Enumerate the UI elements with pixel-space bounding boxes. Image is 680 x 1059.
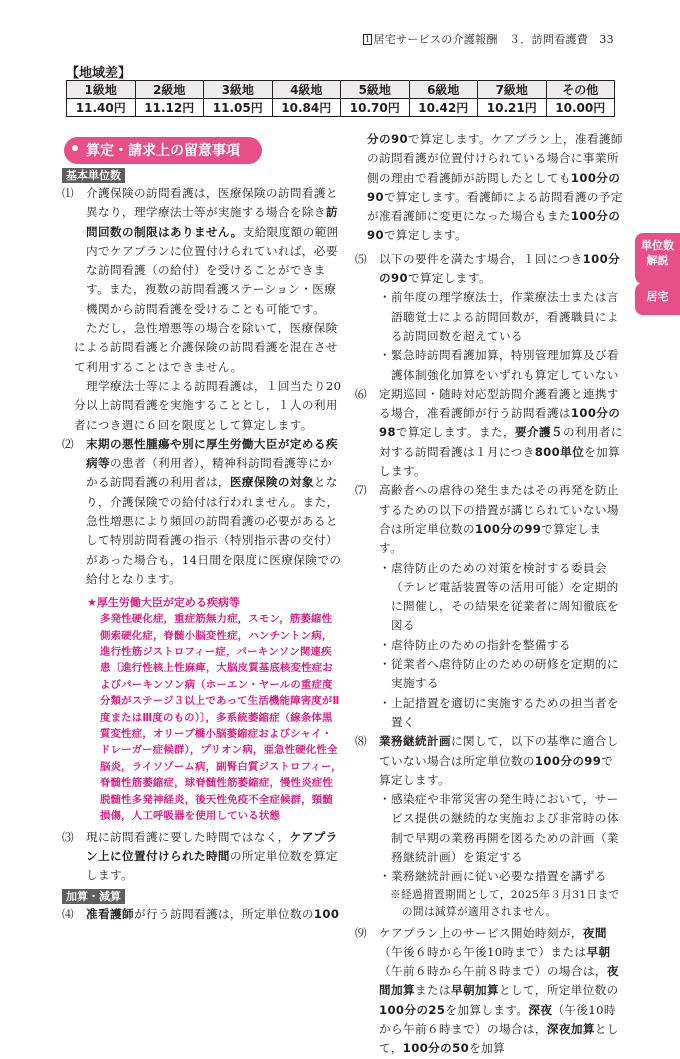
text: 高齢者への虐待の発生またはその再発を防止するための以下の措置が講じられていない場合は所定単位数の <box>379 483 619 536</box>
bold-text: 100分の99 <box>534 753 602 768</box>
bold-text: 100 <box>313 907 340 922</box>
region-difference-table <box>66 80 615 117</box>
side-tab-unit-explanation[interactable] <box>635 233 680 284</box>
paragraph-4-continued <box>355 130 623 246</box>
section-banner: 算定・請求上の留意事項 <box>64 137 262 164</box>
bold-text: 末期の悪性腫瘍や別に厚生労働大臣が定める疾病等 <box>86 436 338 471</box>
running-header-text: 居宅サービスの介護報酬 ３．訪問看護費 33 <box>373 33 614 46</box>
text: （午後６時から午後10時まで）または <box>379 944 587 959</box>
paragraph-1-note: ただし，急性増悪等の場合を除いて，医療保険による訪問看護と介護保険の訪問看護を混在させて利用することはできません。 <box>74 321 338 374</box>
text: 介護保険の訪問看護は，医療保険の訪問看護と異なり，理学療法士等が実施する場合を除き <box>86 186 338 220</box>
bold-text: 要介護５ <box>514 425 563 440</box>
item-number: ⑹ <box>355 386 367 401</box>
text: ケアプラン上のサービス開始時刻が， <box>379 925 583 940</box>
item-number: ⑵ <box>62 436 74 451</box>
paragraph-7-bullet: ・上記措置を適切に実施するための担当者を置く <box>379 695 619 729</box>
text: で算定します。 <box>379 521 602 556</box>
add-reduce-tag: 加算・減算 <box>62 889 125 904</box>
text: の所定単位数を算定します。 <box>86 848 338 883</box>
text: 現に訪問看護に要した時間ではなく， <box>86 829 290 844</box>
text: で算定します。 <box>383 228 467 243</box>
paragraph-9 <box>355 924 623 1059</box>
paragraph-8-bullet: ・感染症や非常災害の発生時において，サービス提供の継続的な実施および非常時の体制で早期の業務再開を図るための計画（業務継続計画）を策定する <box>379 792 619 864</box>
running-header <box>363 31 614 47</box>
bold-text: 訪問回数の制限はありません。 <box>86 205 338 239</box>
bold-text: 100分の98 <box>379 406 621 440</box>
bold-text: 100分の90 <box>367 209 621 243</box>
grade-cell: 5級地 <box>341 81 410 99</box>
bold-text: 早朝加算 <box>450 983 499 998</box>
grade-cell: 6級地 <box>409 81 478 99</box>
text: で算定します。看護師による訪問看護の予定が准看護師に変更になった場合もまた <box>367 189 623 224</box>
bold-text: 夜間 <box>582 925 607 940</box>
paragraph-8 <box>355 732 623 790</box>
bold-text: 100分の90 <box>367 170 621 204</box>
left-column <box>62 137 342 925</box>
text: に関して，以下の基準に適合していない場合は所定単位数の <box>379 734 619 768</box>
text: （午後10時から午前６時まで）の場合は， <box>379 1002 616 1037</box>
paragraph-2 <box>62 435 342 589</box>
value-cell: 11.05円 <box>204 99 273 117</box>
chapter-number-box: 1 <box>365 35 371 44</box>
paragraph-7 <box>355 481 623 558</box>
bold-text: 業務継続計画 <box>379 734 451 749</box>
text: で算定します。 <box>407 271 491 286</box>
grade-cell: 7級地 <box>478 81 547 99</box>
text: 支給限度額の範囲内でケアプランに位置付けられていれば，必要な訪問看護（の給付）を受けることができます。また，複数の訪問看護ステーション・医療機関から訪問看護を受けることも可能です。 <box>86 224 339 316</box>
value-cell: 10.70円 <box>341 99 410 117</box>
grade-cell: 4級地 <box>272 81 341 99</box>
paragraph-7-bullet: ・虐待防止のための対策を検討する委員会（テレビ電話装置等の活用可能）を定期的に開催し，その結果を従業者に周知徹底を図る <box>379 560 619 633</box>
text: の利用者に対する訪問看護は１月につき <box>379 425 623 459</box>
text: を加算します。 <box>445 1002 529 1017</box>
side-tab-home[interactable]: 居宅 <box>635 283 680 315</box>
bold-text: 100分の99 <box>474 521 542 536</box>
item-number: ⑻ <box>355 734 367 749</box>
paragraph-5-bullet: ・緊急時訪問看護加算，特別管理加算及び看護体制強化加算をいずれも算定していない <box>379 348 619 382</box>
paragraph-8-bullet: ・業務継続計画に従い必要な措置を講ずる <box>379 869 607 884</box>
region-table-title: 【地域差】 <box>66 66 132 81</box>
text: または <box>414 983 451 998</box>
bold-text: 100分の50 <box>402 1041 470 1056</box>
value-cell: 10.00円 <box>546 99 615 117</box>
grade-cell: 1級地 <box>67 81 136 99</box>
paragraph-1-therapist: 理学療法士等による訪問看護は，１回当たり20分以上訪問看護を実施することとし，１人の利用者につき週に６回を限度として算定します。 <box>74 378 342 432</box>
grade-cell: 3級地 <box>204 81 273 99</box>
transition-note: ※経過措置期間として，2025年３月31日までの間は減算が適用されません。 <box>390 888 620 918</box>
value-cell: 11.12円 <box>135 99 204 117</box>
paragraph-7-bullet: ・虐待防止のための指針を整備する <box>379 637 571 652</box>
text: として， <box>379 1022 619 1056</box>
value-cell: 10.84円 <box>272 99 341 117</box>
grade-cell: その他 <box>546 81 615 99</box>
item-number: ⑷ <box>62 907 74 922</box>
item-number: ⑶ <box>62 829 74 844</box>
text: が行う訪問看護は，所定単位数の <box>133 907 314 922</box>
text: となり，介護保険での給付は行われません。また，急性増悪により頻回の訪問看護の必要があるとして特別訪問看護の指示（特別指示書の交付）があった場合も，14日間を限度に医療保険での給付となります。 <box>86 475 342 586</box>
paragraph-6 <box>355 385 623 481</box>
text: を加算します。 <box>379 444 621 479</box>
bold-text: 准看護師 <box>86 907 134 922</box>
paragraph-5 <box>355 250 623 289</box>
paragraph-4 <box>62 905 342 924</box>
side-tab-label: 解説 <box>646 254 669 267</box>
paragraph-5-bullet: ・前年度の理学療法士，作業療法士または言語聴覚士による訪問回数が，看護職員による訪問回数を超えている <box>379 290 619 343</box>
disease-list: 多発性硬化症，重症筋無力症，スモン，筋萎縮性側索硬化症，脊髄小脳変性症，ハンチントン病，進行性筋ジストロフィー症，パーキンソン関連疾患〔進行性核上性麻痺，大脳皮質基底核変性症およびパーキンソン病（ホーエン・ヤールの重症度分類がステージ３以上であって生活機能障害度がⅡ度またはⅢ度のもの）〕，多系統萎縮症（線条体黒質変性症，オリーブ橋小脳萎縮症およびシャイ・ドレーガー症候群），プリオン病，亜急性硬化性全脳炎，ライソゾーム病，副腎白質ジストロフィー，脊髄性筋萎縮症，球脊髄性筋萎縮症，慢性炎症性脱髄性多発神経炎，後天性免疫不全症候群，頸髄損傷，人工呼吸器を使用している状態 <box>100 613 342 823</box>
value-cell: 11.40円 <box>67 99 136 117</box>
bold-text: 早朝 <box>586 944 611 959</box>
bold-text: 100分の25 <box>379 1002 446 1017</box>
text: を加算 <box>469 1041 506 1056</box>
bold-text: 深夜加算 <box>546 1022 595 1037</box>
text: で算定します。 <box>379 753 614 787</box>
bold-text: 夜間加算 <box>379 964 619 998</box>
item-number: ⑸ <box>355 251 367 266</box>
grade-cell: 2級地 <box>135 81 204 99</box>
bold-text: ケアプラン上に位置付けられた時間 <box>86 829 338 863</box>
item-number: ⑴ <box>62 186 74 200</box>
region-grade-row <box>67 81 615 99</box>
value-cell: 10.21円 <box>478 99 547 117</box>
text: の患者（利用者），精神科訪問看護等にかかる訪問看護の利用者は， <box>86 456 333 490</box>
text: 以下の要件を満たす場合，１回につき <box>379 251 583 266</box>
side-tab-label: 単位数 <box>641 239 674 252</box>
text: で算定します。また， <box>395 425 515 440</box>
item-number: ⑼ <box>355 925 367 940</box>
paragraph-3 <box>62 828 342 886</box>
text: （午前６時から午前８時まで）の場合は， <box>379 964 607 979</box>
text: で算定します。ケアプラン上，准看護師の訪問看護が位置付けられている場合に事業所側の理由で看護師が訪問したとしても <box>367 132 623 185</box>
paragraph-7-bullet: ・従業者へ虐待防止のための研修を定期的に実施する <box>379 657 619 691</box>
bold-text: 深夜 <box>528 1002 553 1017</box>
region-value-row <box>67 99 615 117</box>
item-number: ⑺ <box>355 483 367 498</box>
value-cell: 10.42円 <box>409 99 478 117</box>
basic-units-tag: 基本単位数 <box>62 168 125 183</box>
text: として，所定単位数の <box>498 983 619 998</box>
right-column <box>355 130 623 1059</box>
bold-text: 分の90 <box>367 132 408 146</box>
bold-text: 800単位 <box>534 444 585 459</box>
paragraph-1 <box>62 184 342 319</box>
bold-text: 医療保険の対象 <box>229 475 314 490</box>
bold-text: 100分の90 <box>379 251 621 286</box>
text: 定期巡回・随時対応型訪問介護看護と連携する場合，准看護師が行う訪問看護は <box>379 386 619 421</box>
disease-list-title: ★厚生労働大臣が定める疾病等 <box>87 596 240 610</box>
